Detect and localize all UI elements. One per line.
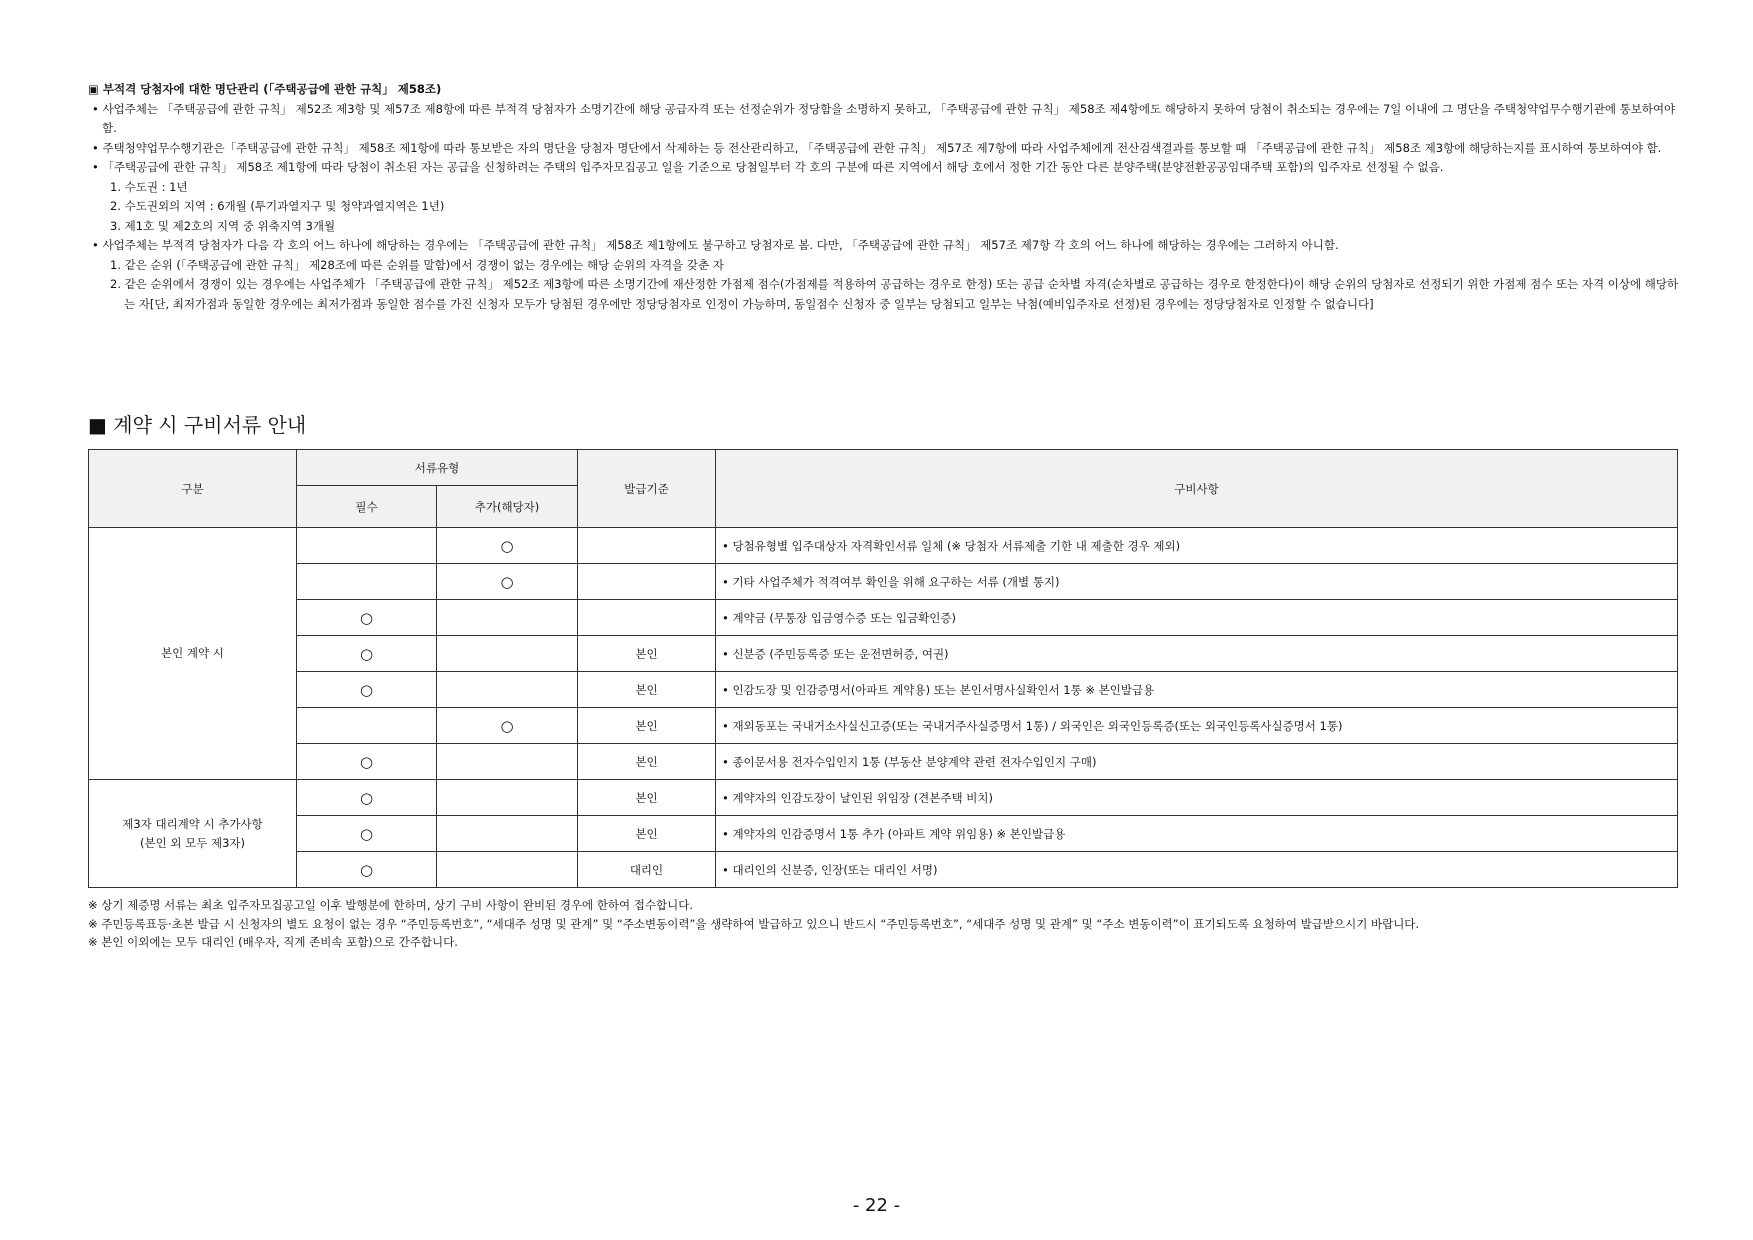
list-item: 2. 같은 순위에서 경쟁이 있는 경우에는 사업주체가 「주택공급에 관한 규칙」 제52조 제3항에 따른 소명기간에 재산정한 가점제 점수(가점제를 적용하여 공급하는 경우로 한정) 또는 공급 순차별 자격(순차별로 공급하는 경우로 한정한다)이 해당 순위의 당첨자로 선정되기 위한 가점제 점수 또는 자격 이상에 해당하는 자[단, 최저가점과 동일한 경우에는 최저가점과 동일한 점수를 가진 신청자 모두가 당첨된 경우에만 정당당첨자로 인정이 가능하며, 동일점수 신청자 중 일부는 당첨되고 일부는 낙첨(예비입주자로 선정)된 경우에는 정당당첨자로 인정할 수 없습니다] [110, 277, 1679, 311]
table-row [89, 744, 1678, 780]
required-mark: ○ [297, 816, 437, 852]
required-mark: ○ [297, 744, 437, 780]
table-row [89, 780, 1678, 816]
list-item: 3. 제1호 및 제2호의 지역 중 위축지역 3개월 [110, 218, 336, 233]
table-row [89, 816, 1678, 852]
requirement-cell: • 계약자의 인감증명서 1통 추가 (아파트 계약 위임용) ※ 본인발급용 [716, 816, 1678, 852]
requirement-cell: • 신분증 (주민등록증 또는 운전면허증, 여권) [716, 636, 1678, 672]
paragraph: • 사업주체는 부적격 당첨자가 다음 각 호의 어느 하나에 해당하는 경우에는 「주택공급에 관한 규칙」 제58조 제1항에도 불구하고 당첨자로 봄. 다만, 「주택공급에 관한 규칙」 제57조 제7항 각 호의 어느 하나에 해당하는 경우에는 그러하지 아니함. [92, 238, 1339, 252]
requirement-cell: • 종이문서용 전자수입인지 1통 (부동산 분양계약 관련 전자수입인지 구매) [716, 744, 1678, 780]
requirement-cell: • 계약자의 인감도장이 날인된 위임장 (견본주택 비치) [716, 780, 1678, 816]
additional-mark [437, 852, 578, 888]
group-self-contract: 본인 계약 시 [89, 528, 297, 780]
group-proxy-subtitle: (본인 외 모두 제3자) [139, 835, 246, 850]
table-row [89, 672, 1678, 708]
required-mark: ○ [297, 672, 437, 708]
requirement-cell: • 기타 사업주체가 적격여부 확인을 위해 요구하는 서류 (개별 통지) [716, 564, 1678, 600]
ineligible-winner-section [88, 80, 1688, 314]
footnote: ※ 본인 이외에는 모두 대리인 (배우자, 직계 존비속 포함)으로 간주합니다. [88, 935, 458, 949]
additional-mark: ○ [437, 528, 578, 564]
issue-basis-cell [578, 600, 716, 636]
requirement-cell: • 대리인의 신분증, 인장(또는 대리인 서명) [716, 852, 1678, 888]
additional-mark [437, 600, 578, 636]
additional-mark [437, 672, 578, 708]
additional-mark [437, 816, 578, 852]
requirement-cell: • 재외동포는 국내거소사실신고증(또는 국내거주사실증명서 1통) / 외국인은 외국인등록증(또는 외국인등록사실증명서 1통) [716, 708, 1678, 744]
list-item: 1. 같은 순위 (「주택공급에 관한 규칙」 제28조에 따른 순위를 말함)에서 경쟁이 없는 경우에는 해당 순위의 자격을 갖춘 자 [110, 257, 724, 272]
issue-basis-cell: 본인 [578, 636, 716, 672]
table-row [89, 564, 1678, 600]
additional-mark: ○ [437, 708, 578, 744]
header-required: 필수 [297, 486, 437, 528]
page-number: - 22 - [852, 1195, 901, 1216]
required-mark: ○ [297, 852, 437, 888]
footnotes [88, 896, 1688, 952]
table-row [89, 528, 1678, 564]
issue-basis-cell: 본인 [578, 672, 716, 708]
section-title: ■ 계약 시 구비서류 안내 [88, 413, 307, 437]
additional-mark: ○ [437, 564, 578, 600]
additional-mark [437, 780, 578, 816]
issue-basis-cell: 본인 [578, 780, 716, 816]
header-category: 구분 [89, 450, 297, 528]
paragraph: • 「주택공급에 관한 규칙」 제58조 제1항에 따라 당첨이 취소된 자는 공급을 신청하려는 주택의 입주자모집공고 일을 기준으로 당첨일부터 각 호의 구분에 따른 지역에서 해당 호에서 정한 기간 동안 다른 분양주택(분양전환공공임대주택 포함)의 입주자로 선정될 수 없음. [92, 160, 1444, 174]
issue-basis-cell: 본인 [578, 816, 716, 852]
required-documents-table [88, 449, 1678, 888]
required-mark [297, 564, 437, 600]
issue-basis-cell: 본인 [578, 708, 716, 744]
group-proxy-title: 제3자 대리계약 시 추가사항 [122, 816, 263, 831]
footnote: ※ 상기 제증명 서류는 최초 입주자모집공고일 이후 발행분에 한하며, 상기 구비 사항이 완비된 경우에 한하여 접수합니다. [88, 898, 694, 912]
paragraph: • 주택청약업무수행기관은「주택공급에 관한 규칙」 제58조 제1항에 따라 통보받은 자의 명단을 당첨자 명단에서 삭제하는 등 전산관리하고, 「주택공급에 관한 규칙」 제57조 제7항에 따라 사업주체에게 전산검색결과를 통보할 때 「주택공급에 관한 규칙」 제58조 제3항에 해당하는지를 표시하여 통보하여야 함. [92, 140, 1662, 155]
footnote: ※ 주민등록표등·초본 발급 시 신청자의 별도 요청이 없는 경우 “주민등록번호”, “세대주 성명 및 관계” 및 “주소변동이력”을 생략하여 발급하고 있으니 반드시 “주민등록번호”, “세대주 성명 및 관계” 및 “주소 변동이력”이 표기되도록 요청하여 발급받으시기 바랍니다. [88, 916, 1420, 931]
required-mark [297, 528, 437, 564]
issue-basis-cell: 대리인 [578, 852, 716, 888]
list-item: 2. 수도권외의 지역 : 6개월 (투기과열지구 및 청약과열지역은 1년) [110, 199, 445, 213]
section-heading: ▣ 부적격 당첨자에 대한 명단관리 (「주택공급에 관한 규칙」 제58조) [88, 82, 442, 96]
table-row [89, 708, 1678, 744]
paragraph: • 사업주체는 「주택공급에 관한 규칙」 제52조 제3항 및 제57조 제8항에 따른 부적격 당첨자가 소명기간에 해당 공급자격 또는 선정순위가 정당함을 소명하지 못하고, 「주택공급에 관한 규칙」 제58조 제4항에도 해당하지 못하여 당첨이 취소되는 경우에는 7일 이내에 그 명단을 주택청약업무수행기관에 통보하여야 함. [92, 101, 1676, 135]
group-proxy-contract [89, 780, 297, 888]
issue-basis-cell [578, 528, 716, 564]
header-issue-basis: 발급기준 [578, 450, 716, 528]
requirement-cell: • 인감도장 및 인감증명서(아파트 계약용) 또는 본인서명사실확인서 1통 ※ 본인발급용 [716, 672, 1678, 708]
required-mark [297, 708, 437, 744]
header-requirements: 구비사항 [716, 450, 1678, 528]
issue-basis-cell: 본인 [578, 744, 716, 780]
additional-mark [437, 636, 578, 672]
requirement-cell: • 당첨유형별 입주대상자 자격확인서류 일체 (※ 당첨자 서류제출 기한 내 제출한 경우 제외) [716, 528, 1678, 564]
required-mark: ○ [297, 600, 437, 636]
table-row [89, 852, 1678, 888]
required-mark: ○ [297, 636, 437, 672]
requirement-cell: • 계약금 (무통장 입금영수증 또는 입금확인증) [716, 600, 1678, 636]
list-item: 1. 수도권 : 1년 [110, 179, 188, 194]
required-mark: ○ [297, 780, 437, 816]
issue-basis-cell [578, 564, 716, 600]
header-additional: 추가(해당자) [437, 486, 578, 528]
table-row [89, 600, 1678, 636]
header-document-type: 서류유형 [297, 450, 578, 486]
additional-mark [437, 744, 578, 780]
table-row [89, 636, 1678, 672]
